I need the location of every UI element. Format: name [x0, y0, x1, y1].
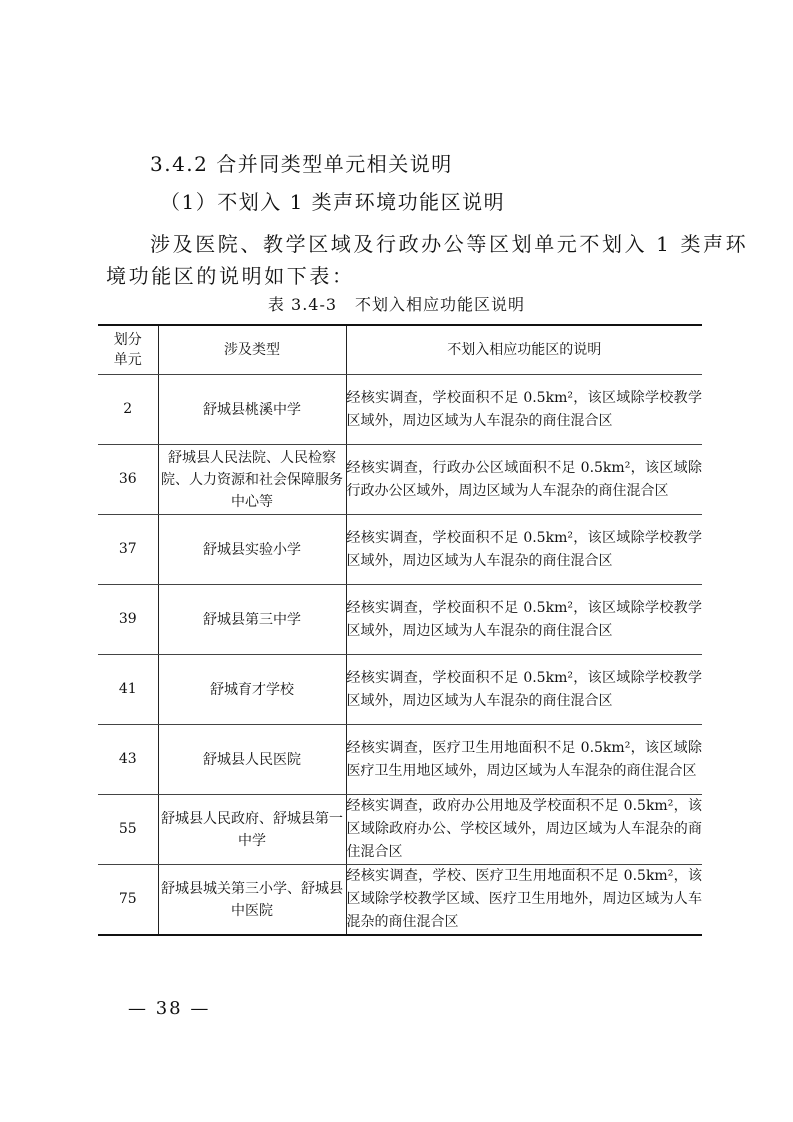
cell-type: 舒城县实验小学	[158, 515, 346, 585]
intro-paragraph-line1: 涉及医院、教学区域及行政办公等区划单元不划入 1 类声环	[150, 232, 749, 256]
cell-unit: 2	[98, 375, 158, 445]
table-caption	[0, 292, 793, 315]
cell-desc: 经核实调查，学校面积不足 0.5km²，该区域除学校教学区域外，周边区域为人车混杂的商住混合区	[346, 655, 702, 725]
cell-type: 舒城县人民医院	[158, 725, 346, 795]
table-row	[98, 585, 702, 655]
cell-unit: 36	[98, 445, 158, 515]
subsection-heading: （1）不划入 1 类声环境功能区说明	[160, 190, 506, 214]
table-row	[98, 795, 702, 865]
cell-type: 舒城县人民法院、人民检察院、人力资源和社会保障服务中心等	[158, 445, 346, 515]
functional-zone-table	[98, 324, 702, 936]
cell-desc: 经核实调查，医疗卫生用地面积不足 0.5km²，该区域除医疗卫生用地区域外，周边区域为人车混杂的商住混合区	[346, 725, 702, 795]
cell-type: 舒城县第三中学	[158, 585, 346, 655]
cell-type: 舒城县人民政府、舒城县第一中学	[158, 795, 346, 865]
cell-desc: 经核实调查，政府办公用地及学校面积不足 0.5km²，该区域除政府办公、学校区域外，周边区域为人车混杂的商住混合区	[346, 795, 702, 865]
header-desc: 不划入相应功能区的说明	[346, 325, 702, 375]
header-unit-line2: 单元	[113, 352, 142, 368]
header-unit	[98, 325, 158, 375]
section-heading: 3.4.2 合并同类型单元相关说明	[150, 152, 453, 176]
cell-unit: 41	[98, 655, 158, 725]
cell-desc: 经核实调查，学校面积不足 0.5km²，该区域除学校教学区域外，周边区域为人车混杂的商住混合区	[346, 375, 702, 445]
cell-unit: 55	[98, 795, 158, 865]
cell-desc: 经核实调查，学校、医疗卫生用地面积不足 0.5km²，该区域除学校教学区域、医疗卫生用地外，周边区域为人车混杂的商住混合区	[346, 865, 702, 936]
table-header-row	[98, 325, 702, 375]
table-row	[98, 655, 702, 725]
cell-desc: 经核实调查，学校面积不足 0.5km²，该区域除学校教学区域外，周边区域为人车混杂的商住混合区	[346, 585, 702, 655]
intro-paragraph-line2: 境功能区的说明如下表：	[106, 264, 355, 288]
table-row	[98, 515, 702, 585]
header-unit-line1: 划分	[113, 332, 142, 348]
cell-unit: 75	[98, 865, 158, 936]
table-caption-number: 表 3.4-3	[267, 295, 338, 314]
cell-unit: 37	[98, 515, 158, 585]
table-row	[98, 725, 702, 795]
cell-desc: 经核实调查，学校面积不足 0.5km²，该区域除学校教学区域外，周边区域为人车混杂的商住混合区	[346, 515, 702, 585]
cell-unit: 43	[98, 725, 158, 795]
table-row	[98, 445, 702, 515]
page-number: — 38 —	[128, 998, 211, 1019]
table-caption-title: 不划入相应功能区说明	[355, 295, 526, 314]
cell-type: 舒城县桃溪中学	[158, 375, 346, 445]
header-type: 涉及类型	[158, 325, 346, 375]
table-row	[98, 375, 702, 445]
cell-desc: 经核实调查，行政办公区域面积不足 0.5km²，该区域除行政办公区域外，周边区域为人车混杂的商住混合区	[346, 445, 702, 515]
cell-type: 舒城育才学校	[158, 655, 346, 725]
table-row	[98, 865, 702, 936]
cell-type: 舒城县城关第三小学、舒城县中医院	[158, 865, 346, 936]
cell-unit: 39	[98, 585, 158, 655]
